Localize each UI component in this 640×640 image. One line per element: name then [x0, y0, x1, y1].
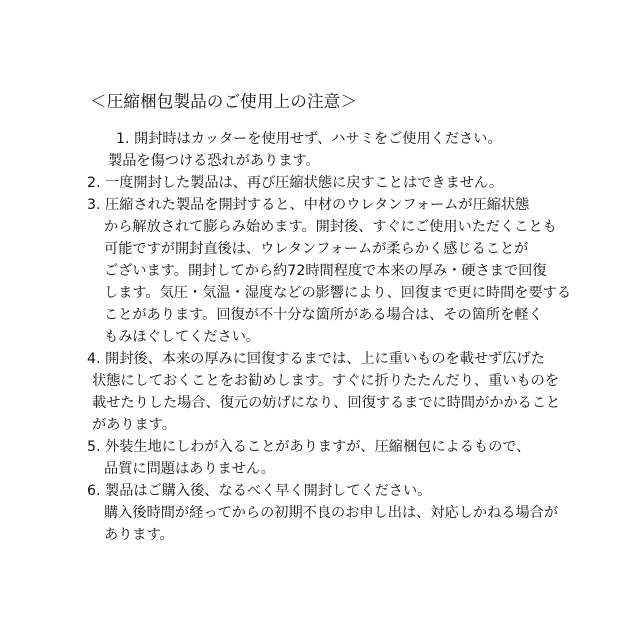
note-4-line-3: 載せたりした場合、復元の妨げになり、回復するまでに時間がかかること — [92, 395, 561, 411]
note-5-number: 5. — [87, 439, 101, 455]
note-3-line-4: ございます。開封してから約72時間程度で本来の厚み・硬さまで回復 — [104, 263, 547, 279]
note-4-line-2: 状態にしておくことをお勧めします。すぐに折りたたんだり、重いものを — [92, 373, 560, 389]
note-6-line-1: 製品はご購入後、なるべく早く開封してください。 — [105, 483, 432, 499]
note-5-line-1: 外装生地にしわが入ることがありますが、圧縮梱包によるもので、 — [105, 439, 531, 455]
note-3-line-2: から解放されて膨らみ始めます。開封後、すぐにご使用いただくことも — [104, 219, 557, 235]
note-4-line-1: 開封後、本来の厚みに回復するまでは、上に重いものを載せず広げた — [105, 351, 545, 367]
note-4-line-4: があります。 — [92, 417, 176, 433]
note-1-number: 1. — [116, 131, 130, 147]
note-2-number: 2. — [87, 175, 101, 191]
note-3-line-3: 可能ですが開封直後は、ウレタンフォームが柔らかく感じることが — [104, 241, 529, 257]
note-2-line-1: 一度開封した製品は、再び圧縮状態に戻すことはできません。 — [105, 175, 504, 191]
note-3-line-1: 圧縮された製品を開封すると、中材のウレタンフォームが圧縮状態 — [105, 197, 530, 213]
note-3-line-6: ことがあります。回復が不十分な箇所がある場合は、その箇所を軽く — [104, 307, 543, 323]
note-3-line-5: します。気圧・気温・湿度などの影響により、回復まで更に時間を要する — [104, 285, 572, 301]
note-6-line-2: 購入後時間が経ってからの初期不良のお申し出は、対応しかねる場合が — [104, 505, 559, 521]
note-1-line-1: 開封時はカッターを使用せず、ハサミをご使用ください。 — [134, 131, 502, 147]
page-title: ＜圧縮梱包製品のご使用上の注意＞ — [90, 92, 358, 111]
note-6-line-3: あります。 — [104, 527, 174, 543]
note-1-line-2: 製品を傷つける恐れがあります。 — [108, 153, 320, 169]
note-5-line-2: 品質に問題はありません。 — [104, 461, 276, 477]
note-6-number: 6. — [87, 483, 101, 499]
note-3-line-7: もみほぐしてください。 — [104, 329, 261, 345]
note-3-number: 3. — [87, 197, 101, 213]
note-4-number: 4. — [87, 351, 101, 367]
